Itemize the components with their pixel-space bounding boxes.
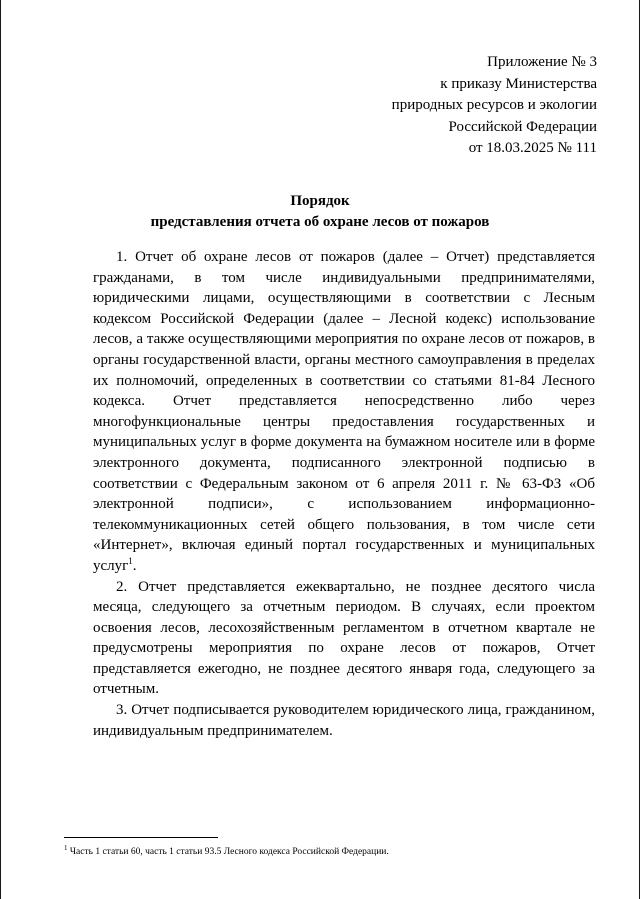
appendix-header: [392, 52, 597, 160]
footnote-text: Часть 1 статьи 60, часть 1 статьи 93.5 Лесного кодекса Российской Федерации.: [67, 847, 389, 857]
paragraph-1-end: .: [132, 557, 137, 574]
appendix-line-order: к приказу Министерства: [440, 75, 597, 92]
paragraph-2: 2. Отчет представляется ежеквартально, не позднее десятого числа месяца, следующего за отчетным периодом. В случаях, если проектом освоения лесов, лесохозяйственным регламентом в отчетном квартале не предусмотрены мероприятия по охране лесов от пожаров, Отчет представляется ежегодно, не позднее десятого января года, следующего за отчетным.: [93, 578, 595, 698]
appendix-line-country: Российской Федерации: [448, 118, 597, 135]
appendix-line-ministry: природных ресурсов и экологии: [391, 97, 597, 113]
scan-edge-left: [0, 0, 1, 899]
footnote: [64, 843, 389, 858]
appendix-line-number: Приложение № 3: [487, 54, 597, 70]
document-body: [93, 247, 595, 741]
footnote-reference: 1: [128, 555, 133, 566]
footnote-marker: 1: [64, 843, 68, 852]
paragraph-3: 3. Отчет подписывается руководителем юридического лица, гражданином, индивидуальным предпринимателем.: [93, 702, 595, 739]
footnote-divider: [64, 837, 218, 838]
document-title: [0, 191, 640, 233]
appendix-line-date: от 18.03.2025 № 111: [468, 140, 597, 156]
paragraph-1: [93, 247, 595, 577]
title-line-2: представления отчета об охране лесов от пожаров: [150, 214, 490, 230]
paragraph-1-text: 1. Отчет об охране лесов от пожаров (далее – Отчет) представляется гражданами, в том числе индивидуальными предпринимателями, юридическими лицами, осуществляющими в соответствии с Лесным кодексом Российской Федерации (далее – Лесной кодекс) использование лесов, а также осуществляющими мероприятия по охране лесов от пожаров, в органы государственной власти, органы местного самоуправления в пределах их полномочий, определенных в соответствии со статьями 81-84 Лесного кодекса. Отчет представляется непосредственно либо через многофункциональные центры предоставления государственных и муниципальных услуг в форме документа на бумажном носителе или в форме электронного документа, подписанного электронной подписью в соответствии с Федеральным законом от 6 апреля 2011 г. № 63-ФЗ «Об электронной подписи», с использованием информационно-телекоммуникационных сетей общего пользования, в том числе сети «Интернет», включая единый портал государственных и муниципальных услуг: [93, 249, 595, 574]
title-line-1: Порядок: [290, 193, 350, 209]
